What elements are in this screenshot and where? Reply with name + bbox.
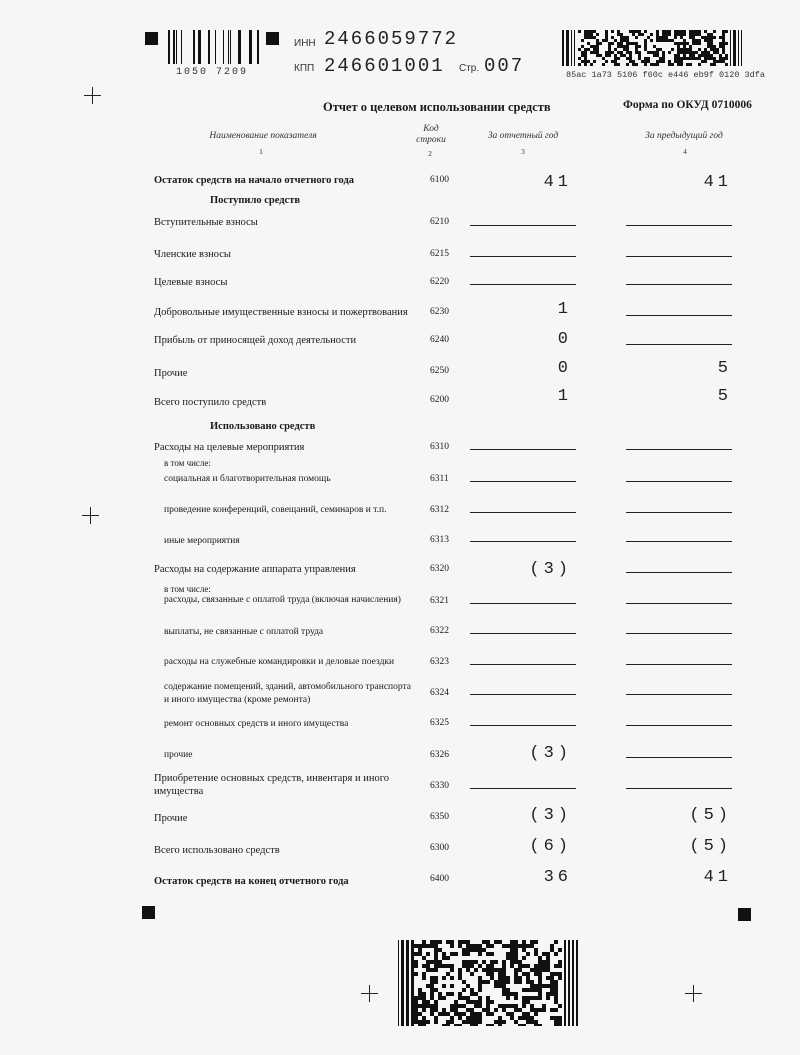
row-label: социальная и благотворительная помощь [164,474,331,484]
row-label: Членские взносы [154,249,231,260]
empty-value-line [626,284,732,285]
row-code: 6311 [430,474,449,484]
row-label: Целевые взносы [154,277,228,288]
inn-value: 2466059772 [324,28,459,50]
empty-value-line [470,481,576,482]
section-heading: Использовано средств [210,421,316,432]
row-sublabel: в том числе: [164,458,211,468]
empty-value-line [470,694,576,695]
row-code: 6320 [430,564,449,574]
row-code: 6324 [430,688,449,698]
row-code: 6330 [430,781,449,791]
empty-value-line [626,725,732,726]
row-label: Всего поступило средств [154,397,267,408]
barcode-number: 1050 7209 [176,67,249,78]
row-code: 6313 [430,535,449,545]
row-label: проведение конференций, совещаний, семинаров и т.п. [164,505,387,515]
empty-value-line [626,449,732,450]
row-label: Вступительные взносы [154,217,258,228]
column-header-code: Код строки [416,124,446,145]
empty-value-line [626,256,732,257]
row-code: 6322 [430,626,449,636]
row-sublabel: в том числе: [164,584,211,594]
empty-value-line [626,344,732,345]
row-code: 6321 [430,596,449,606]
empty-value-line [626,664,732,665]
empty-value-line [626,481,732,482]
empty-value-line [626,512,732,513]
row-code: 6350 [430,812,449,822]
empty-value-line [626,757,732,758]
row-label: Расходы на целевые мероприятия [154,442,305,453]
column-number: 3 [521,147,525,156]
column-header-current: За отчетный год [487,131,559,141]
empty-value-line [626,633,732,634]
registration-mark [266,32,279,45]
empty-value-line [626,572,732,573]
linear-barcode [168,30,260,64]
registration-mark [738,908,751,921]
empty-value-line [626,603,732,604]
inn-label: ИНН [294,38,316,49]
row-label: расходы на служебные командировки и деловые поездки [164,657,395,667]
row-label: Расходы на содержание аппарата управления [154,564,356,575]
row-code: 6220 [430,277,449,287]
row-label: Остаток средств на начало отчетного года [154,175,355,186]
2d-barcode [562,30,744,66]
row-label: Приобретение основных средств, инвентаря и иного [154,773,390,784]
row-code: 6210 [430,217,449,227]
value-previous: 41 [703,173,732,192]
empty-value-line [470,449,576,450]
row-code: 6100 [430,175,449,185]
row-code: 6215 [430,249,449,259]
row-label-continued: имущества [154,786,204,797]
row-code: 6325 [430,718,449,728]
value-previous: 5 [717,387,732,406]
value-current: 0 [557,359,572,378]
2d-barcode-bottom [398,940,578,1026]
value-current: 36 [543,868,572,887]
empty-value-line [626,788,732,789]
registration-mark [145,32,158,45]
value-current: 1 [557,387,572,406]
value-previous: (5) [689,806,732,825]
row-label-continued: и иного имущества (кроме ремонта) [164,695,311,705]
empty-value-line [470,225,576,226]
value-previous: (5) [689,837,732,856]
empty-value-line [470,788,576,789]
empty-value-line [470,633,576,634]
value-previous: 5 [717,359,732,378]
row-label: иные мероприятия [164,536,240,546]
value-current: (3) [529,744,572,763]
row-label: Прочие [154,368,188,379]
registration-mark [142,906,155,919]
empty-value-line [470,512,576,513]
kpp-value: 246601001 [324,55,445,77]
empty-value-line [626,541,732,542]
empty-value-line [626,694,732,695]
value-current: (6) [529,837,572,856]
value-current: (3) [529,806,572,825]
row-code: 6326 [430,750,449,760]
crosshair-mark [84,87,101,104]
value-current: 1 [557,300,572,319]
value-current: 41 [543,173,572,192]
value-current: 0 [557,330,572,349]
section-heading: Поступило средств [210,195,301,206]
value-current: (3) [529,560,572,579]
empty-value-line [470,256,576,257]
row-code: 6250 [430,366,449,376]
empty-value-line [626,225,732,226]
row-label: ремонт основных средств и иного имущества [164,719,349,729]
row-code: 6300 [430,843,449,853]
row-code: 6230 [430,307,449,317]
row-label: прочие [164,750,193,760]
row-code: 6310 [430,442,449,452]
page-label: Стр. [459,63,480,74]
crosshair-mark [685,985,702,1002]
empty-value-line [470,541,576,542]
row-label: Всего использовано средств [154,845,280,856]
empty-value-line [470,725,576,726]
page-number: 007 [484,55,525,77]
form-okud-code: Форма по ОКУД 0710006 [623,99,752,111]
row-code: 6400 [430,874,449,884]
column-header-name: Наименование показателя [209,131,317,141]
row-code: 6323 [430,657,449,667]
row-label: Добровольные имущественные взносы и пожертвования [154,307,408,318]
empty-value-line [626,315,732,316]
row-label: содержание помещений, зданий, автомобильного транспорта [164,682,411,692]
crosshair-mark [361,985,378,1002]
hash-text: 85ac 1a73 5106 f60c e446 eb9f 0120 3dfa [566,70,765,80]
kpp-label: КПП [294,63,315,74]
row-label: выплаты, не связанные с оплатой труда [164,627,324,637]
row-label: Прибыль от приносящей доход деятельности [154,335,357,346]
column-number: 2 [428,149,432,158]
empty-value-line [470,603,576,604]
empty-value-line [470,284,576,285]
row-code: 6312 [430,505,449,515]
row-label: Остаток средств на конец отчетного года [154,876,349,887]
report-title: Отчет о целевом использовании средств [323,100,551,114]
column-number: 4 [683,147,687,156]
column-number: 1 [259,147,263,156]
row-code: 6200 [430,395,449,405]
row-label: Прочие [154,813,188,824]
empty-value-line [470,664,576,665]
column-header-previous: За предыдущий год [645,131,723,141]
crosshair-mark [82,507,99,524]
row-label: расходы, связанные с оплатой труда (включая начисления) [164,595,401,605]
value-previous: 41 [703,868,732,887]
row-code: 6240 [430,335,449,345]
